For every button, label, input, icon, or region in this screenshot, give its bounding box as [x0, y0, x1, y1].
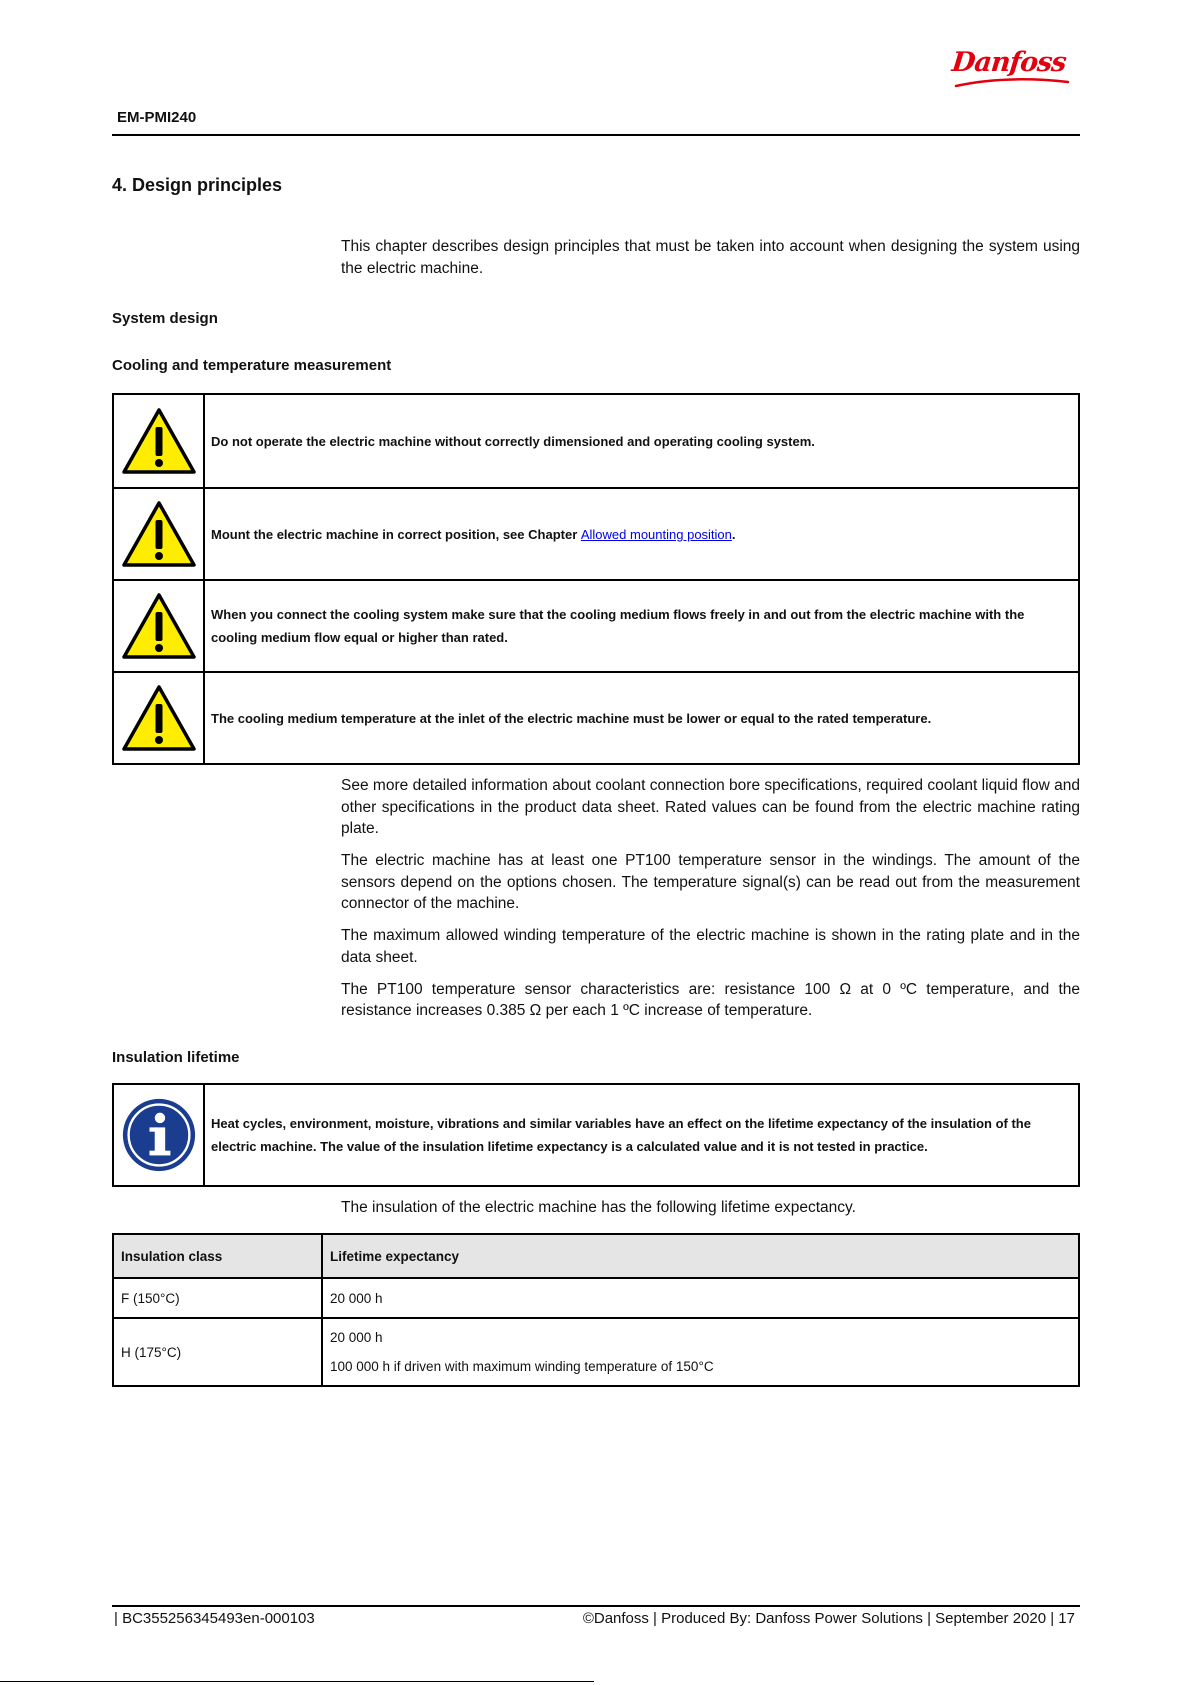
warning-message-suffix: . — [731, 526, 736, 542]
lifetime-value: 20 000 h — [330, 1290, 383, 1306]
warning-message-prefix: Mount the electric machine in correct position, see Chapter — [211, 526, 581, 542]
column-header-lifetime-expectancy: Lifetime expectancy — [330, 1248, 460, 1264]
warning-triangle-icon — [121, 500, 197, 568]
column-header-insulation-class: Insulation class — [114, 1235, 323, 1277]
insulation-intro: The insulation of the electric machine has the following lifetime expectancy. — [341, 1199, 856, 1216]
warning-text-cell — [205, 395, 1078, 487]
paragraph: The PT100 temperature sensor characteristics are: resistance 100 Ω at 0 ºC temperature, and the resistance increases 0.385 Ω per each 1 ºC increase of temperature. — [341, 980, 1080, 1019]
paragraph: The maximum allowed winding temperature of the electric machine is shown in the rating plate and in the data sheet. — [341, 927, 1080, 966]
lifetime-cell — [323, 1279, 1078, 1317]
warning-message — [211, 523, 736, 546]
warning-text-cell — [205, 581, 1078, 671]
warning-icon-cell — [114, 581, 205, 671]
notice-text-cell — [205, 1085, 1078, 1185]
warning-icon-cell — [114, 395, 205, 487]
warning-triangle-icon — [121, 592, 197, 660]
lifetime-value: 20 000 h — [330, 1330, 383, 1345]
warning-icon-cell — [114, 673, 205, 763]
cooling-warnings-table — [112, 393, 1080, 765]
warning-text-cell — [205, 673, 1078, 763]
warning-row — [114, 671, 1078, 763]
chapter-intro: This chapter describes design principles that must be taken into account when designing the system using the electric machine. — [341, 238, 1080, 277]
insulation-class-cell: H (175°C) — [114, 1319, 323, 1385]
footer-copyright-page: ©Danfoss | Produced By: Danfoss Power Solutions | September 2020 | 17 — [582, 1610, 1075, 1627]
system-design-heading: System design — [112, 310, 218, 327]
cooling-heading: Cooling and temperature measurement — [112, 357, 392, 374]
header-divider — [112, 134, 1080, 136]
warning-message: When you connect the cooling system make sure that the cooling medium flows freely in and out from the electric machine with the cooling medium flow equal or higher than rated. — [211, 607, 1025, 645]
warning-message: The cooling medium temperature at the inlet of the electric machine must be lower or equal to the rated temperature. — [211, 710, 932, 726]
insulation-heading: Insulation lifetime — [112, 1049, 240, 1066]
page-bottom-line — [0, 1681, 594, 1682]
notice-message: Heat cycles, environment, moisture, vibrations and similar variables have an effect on the lifetime expectancy of the insulation of the electric machine. The value of the insulation lifetime expectancy is a calculated value and it is not tested in practice. — [211, 1116, 1031, 1154]
warning-text-cell — [205, 489, 1078, 579]
lifetime-value: 100 000 h if driven with maximum winding temperature of 150°C — [330, 1359, 714, 1374]
footer-document-code: | BC355256345493en-000103 — [114, 1610, 315, 1627]
warning-row — [114, 579, 1078, 671]
footer-divider — [112, 1605, 1080, 1607]
info-circle-icon — [121, 1097, 197, 1173]
warning-row — [114, 487, 1078, 579]
chapter-title: 4. Design principles — [112, 175, 283, 195]
document-id: EM-PMI240 — [117, 109, 197, 126]
warning-row — [114, 395, 1078, 487]
danfoss-logo — [952, 46, 1080, 96]
table-row — [114, 1317, 1078, 1385]
table-header-row — [114, 1235, 1078, 1277]
paragraph: See more detailed information about coolant connection bore specifications, required coolant liquid flow and other specifications in the product data sheet. Rated values can be found from the electric machine rating plate. — [341, 777, 1080, 837]
allowed-mounting-position-link[interactable]: Allowed mounting position — [580, 526, 732, 542]
warning-triangle-icon — [121, 684, 197, 752]
insulation-class-cell: F (150°C) — [114, 1279, 323, 1317]
table-row — [114, 1277, 1078, 1317]
insulation-lifetime-table — [112, 1233, 1080, 1387]
warning-triangle-icon — [121, 407, 197, 475]
cooling-paragraphs — [341, 775, 1080, 1032]
info-icon-cell — [114, 1085, 205, 1185]
warning-message: Do not operate the electric machine without correctly dimensioned and operating cooling system. — [211, 433, 815, 449]
lifetime-cell — [323, 1319, 1078, 1385]
logo-swoosh-icon — [952, 76, 1072, 90]
insulation-notice-box — [112, 1083, 1080, 1187]
paragraph: The electric machine has at least one PT100 temperature sensor in the windings. The amount of the sensors depend on the options chosen. The temperature signal(s) can be read out from the measurement connector of the machine. — [341, 852, 1080, 912]
logo-wordmark: Danfoss — [950, 47, 1068, 78]
warning-icon-cell — [114, 489, 205, 579]
